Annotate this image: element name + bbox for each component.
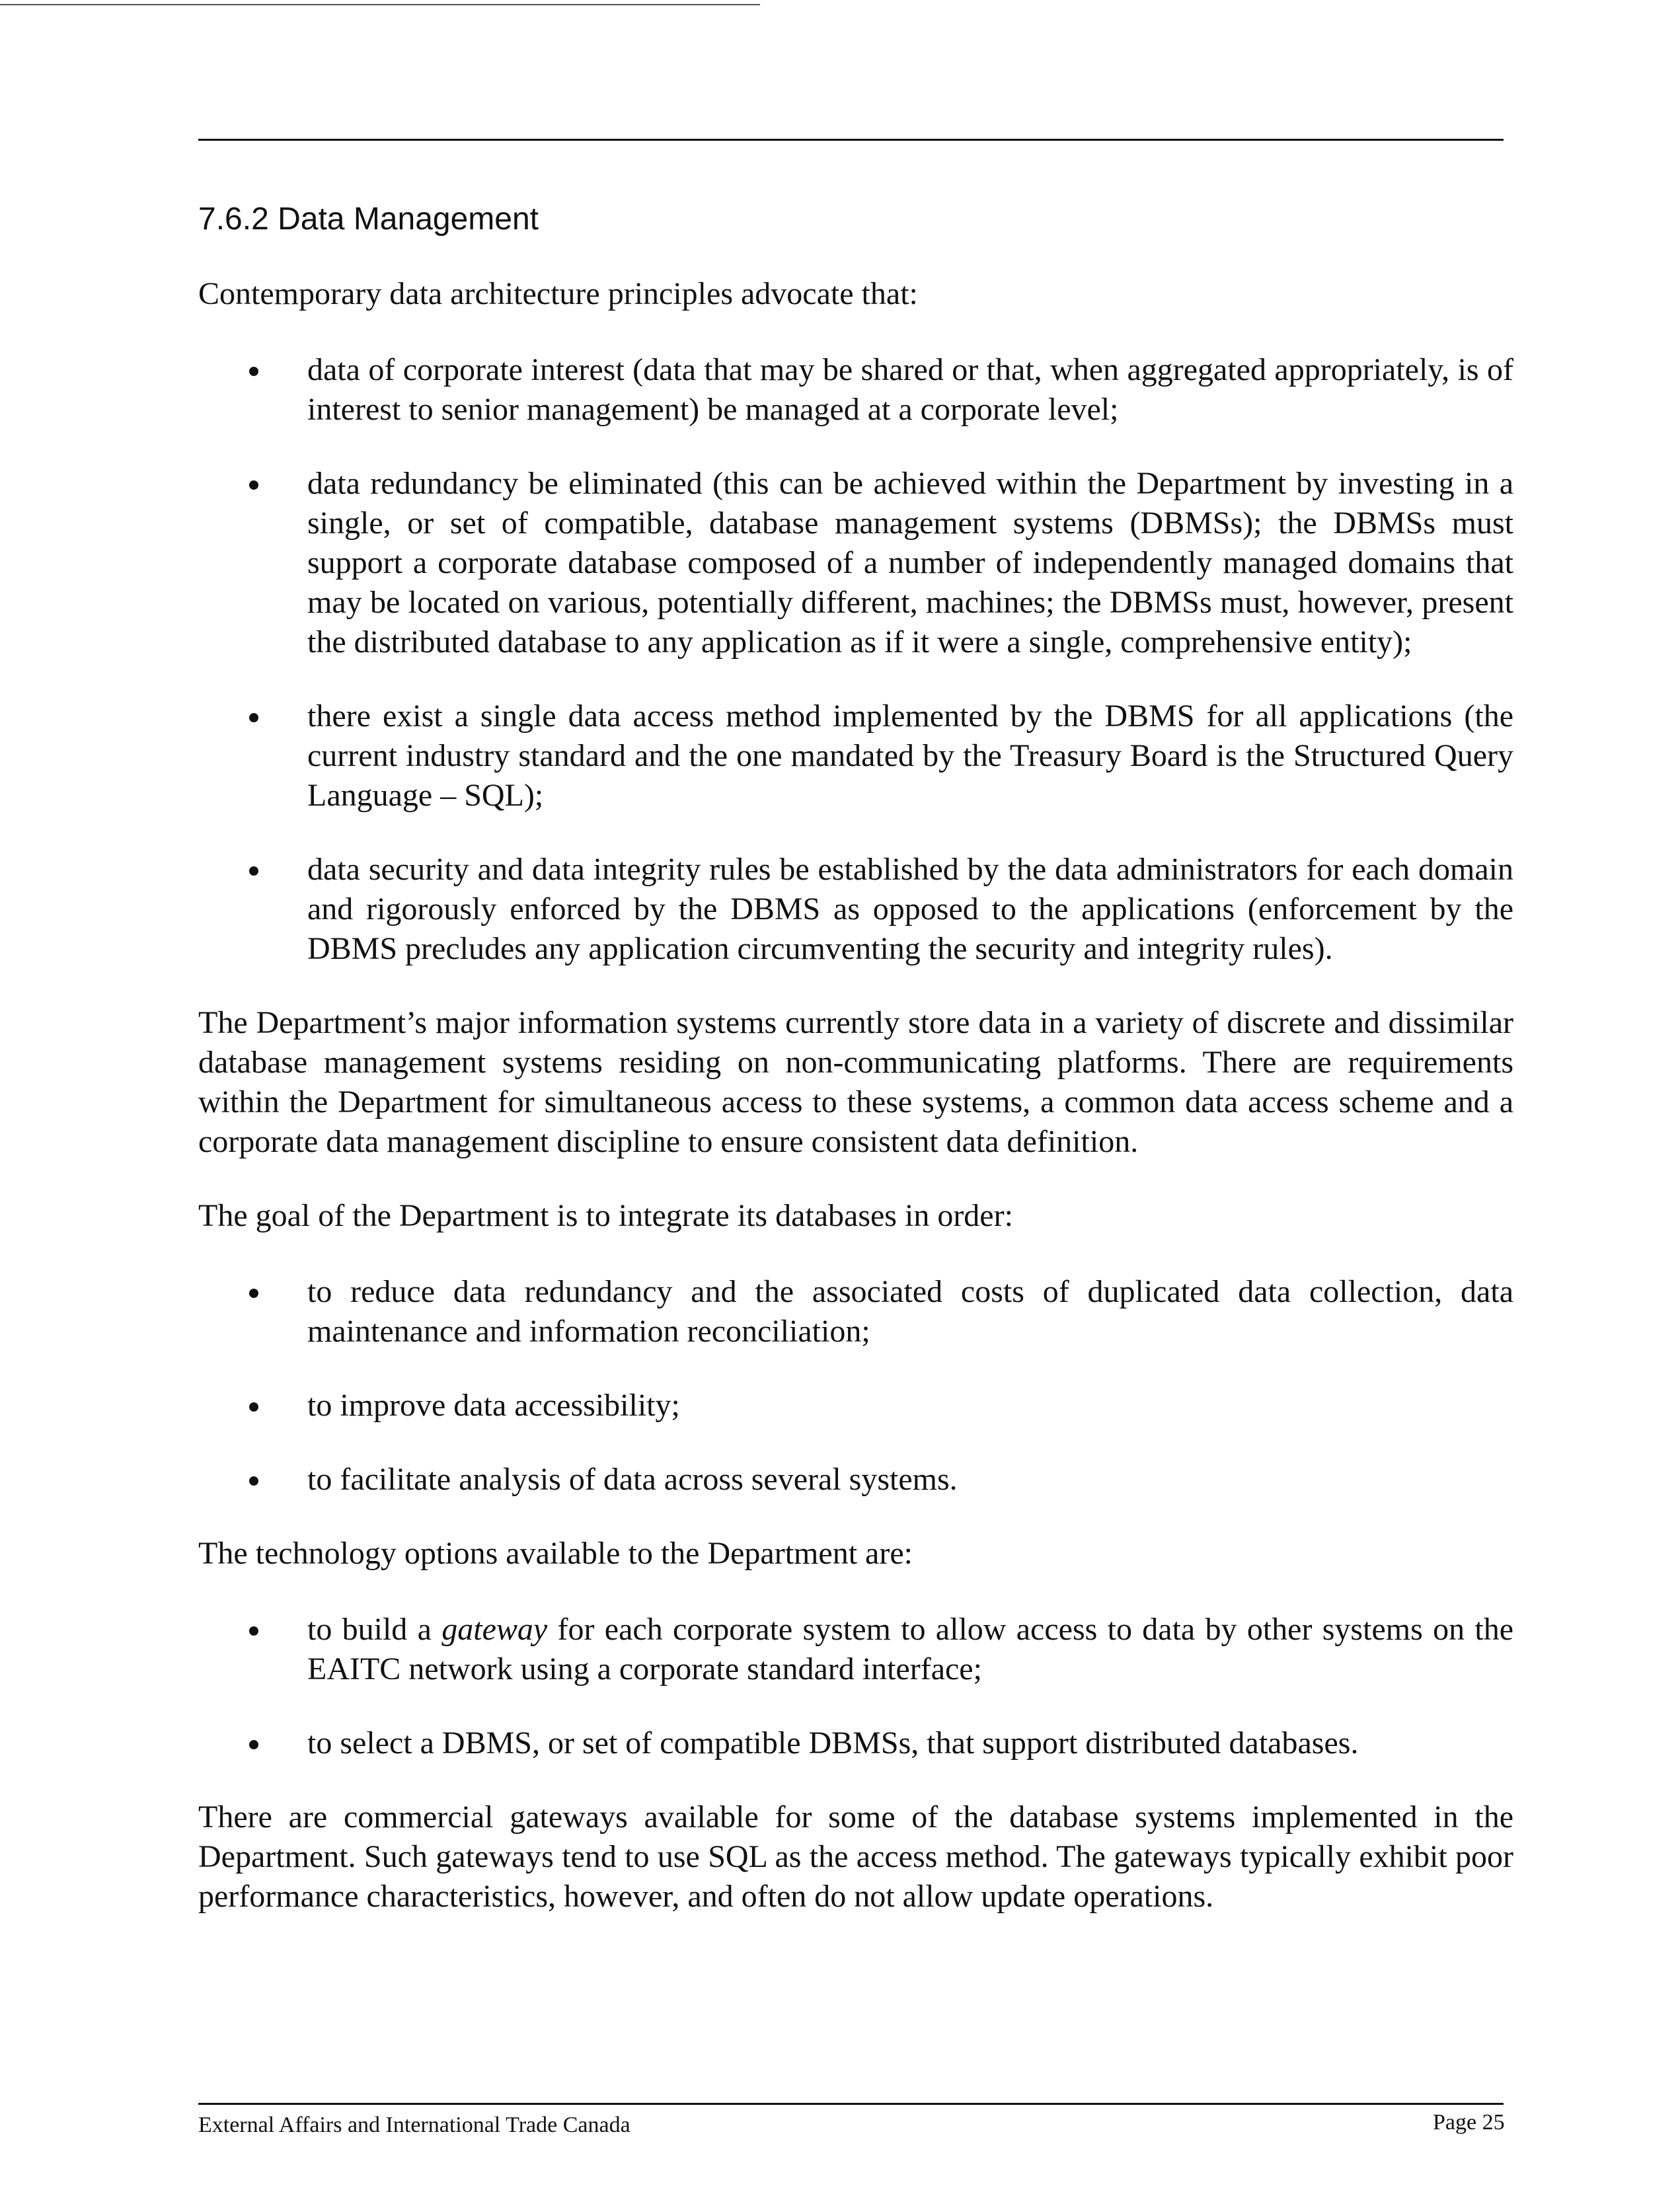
section-heading: 7.6.2 Data Management (198, 202, 539, 237)
options-list (198, 1610, 1513, 1763)
footer-rule (198, 2103, 1504, 2105)
list-item: data security and data integrity rules be established by the data administrators for each domain and rigorously enforced by the DBMS as opposed to the applications (enforcement by the DBMS precludes any application circumventing the security and integrity rules). (307, 850, 1513, 969)
bullet-icon (249, 1740, 258, 1749)
gateways-paragraph: There are commercial gateways available for some of the database systems implemented in the Department. Such gateways tend to use SQL as the access method. The gateways typically exhibit poor performance characteristics, however, and often do not allow update operations. (198, 1800, 1513, 1914)
list-item: there exist a single data access method implemented by the DBMS for all applications (the current industry standard and the one mandated by the Treasury Board is the Structured Query Language – SQL); (307, 697, 1513, 816)
goal-intro-paragraph: The goal of the Department is to integrate its databases in order: (198, 1198, 1013, 1233)
bullet-icon (249, 480, 258, 490)
page-number: Page 25 (1433, 2110, 1505, 2135)
bullet-icon (249, 367, 258, 376)
systems-paragraph: The Department’s major information systems currently store data in a variety of discrete and dissimilar database management systems residing on non-communicating platforms. There are requirements within the Department for simultaneous access to these systems, a common data access scheme and a corporate data management discipline to ensure consistent data definition. (198, 1005, 1513, 1159)
list-item: to reduce data redundancy and the associated costs of duplicated data collection, data maintenance and information reconciliation; (307, 1272, 1513, 1351)
list-item: data of corporate interest (data that may be shared or that, when aggregated appropriately, is of interest to senior management) be managed at a corporate level; (307, 350, 1513, 430)
list-item: data redundancy be eliminated (this can be achieved within the Department by investing in a single, or set of compatible, database management systems (DBMSs); the DBMSs must support a corporate database composed of a number of independently managed domains that may be located on various, potentially different, machines; the DBMSs must, however, present the distributed database to any application as if it were a single, comprehensive entity); (307, 464, 1513, 662)
footer-organization: External Affairs and International Trade Canada (198, 2113, 630, 2137)
bullet-icon (249, 1402, 258, 1412)
principles-list (198, 350, 1513, 969)
bullet-icon (249, 713, 258, 722)
bullet-icon (249, 1476, 258, 1486)
bullet-icon (249, 1626, 258, 1636)
options-intro-paragraph: The technology options available to the Department are: (198, 1536, 913, 1571)
list-item: to select a DBMS, or set of compatible DBMSs, that support distributed databases. (307, 1724, 1513, 1763)
list-item: to build a gateway for each corporate system to allow access to data by other systems on the EAITC network using a corporate standard interface; (307, 1610, 1513, 1689)
header-rule (198, 139, 1504, 141)
bullet-icon (249, 1289, 258, 1298)
gateway-term: gateway (441, 1612, 548, 1647)
scan-edge-line (0, 4, 760, 5)
list-item: to improve data accessibility; (307, 1386, 1513, 1425)
bullet-icon (249, 866, 258, 876)
goals-list (198, 1272, 1513, 1499)
intro-paragraph: Contemporary data architecture principles advocate that: (198, 276, 918, 311)
document-body (198, 274, 1513, 1916)
list-item: to facilitate analysis of data across several systems. (307, 1460, 1513, 1499)
